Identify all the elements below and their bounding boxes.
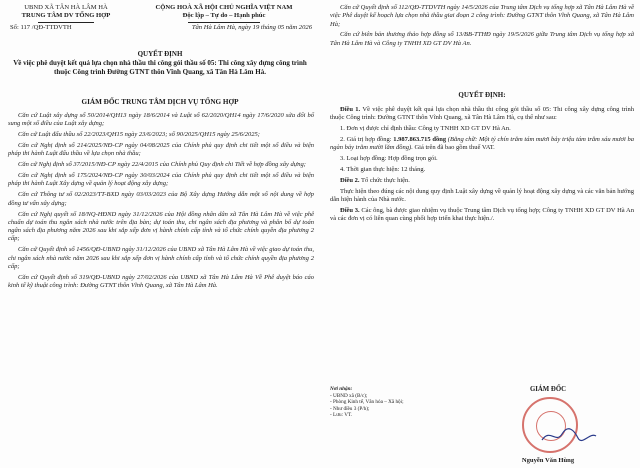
issue-date: Tân Hà Lâm Hà, ngày 19 tháng 05 năm 2026	[191, 23, 312, 31]
national-motto: Độc lập – Tự do – Hạnh phúc	[182, 12, 266, 20]
legal-basis: Căn cứ Quyết định số 1456/QĐ-UBND ngày 31/12/2026 của UBND xã Tân Hà Lâm Hà về việc giao dự toán thu, chi ngân sách nhà nước năm 2026 sau khi sắp xếp đơn vị hành chính cấp tỉnh và tổ chức chính quyền địa phương 2 cấp;	[8, 246, 314, 270]
article-3-text: Các ông, bà được giao nhiệm vụ thuộc Trung tâm Dịch vụ tổng hợp; Công ty TNHH XD GT DV Hà An và các đơn vị có liên quan cùng phối hợp triển khai thực hiện./.	[330, 207, 634, 223]
legal-basis: Căn cứ Luật xây dựng số 50/2014/QH13 ngày 18/6/2014 và Luật số 62/2020/QH14 ngày 17/6/2020 sửa đổi bổ sung một số điều của Luật xây dựng;	[8, 112, 314, 128]
national-header	[132, 4, 316, 32]
contract-value: 1.987.863.715 đồng	[393, 136, 447, 144]
legal-basis: Căn cứ Quyết định số 112/QĐ-TTDVTH ngày 14/5/2026 của Trung tâm Dịch vụ tổng hợp xã Tân Hà Lâm Hà về việc Phê duyệt kế hoạch lựa chọn nhà thầu giai đoạn 2 công trình: Đường GTNT thôn Vĩnh Quang, xã Tân Hà Lâm Hà;	[330, 4, 634, 28]
article-2-body: Thực hiện theo đúng các nội dung quy định Luật xây dựng về quản lý hoạt động xây dựng và các văn bản hướng dẫn hiện hành của Nhà nước.	[330, 187, 634, 204]
recipient-item: - Phòng Kinh tế, Văn hóa – Xã hội;	[330, 399, 404, 406]
legal-basis: Căn cứ Luật đấu thầu số 22/2023/QH15 ngày 23/6/2023; số 90/2025/QH15 ngày 25/6/2025;	[18, 131, 260, 139]
article-1-item-3: 3. Loại hợp đồng: Hợp đồng trọn gói.	[340, 155, 438, 163]
contract-value-words: (Bằng chữ: Một tỷ chín trăm tám mươi bảy triệu tám trăm sáu mươi ba ngàn bảy trăm mười lăm đồng).	[330, 136, 634, 152]
org-underline	[38, 22, 94, 23]
article-2-text: Tổ chức thực hiện.	[359, 177, 410, 185]
org-name: TRUNG TÂM DV TỔNG HỢP	[21, 12, 111, 20]
handwritten-signature	[540, 426, 598, 446]
legal-basis: Căn cứ Quyết định số 319/QĐ-UBND ngày 27/02/2026 của UBND xã Tân Hà Lâm Hà Về Phê duyệt báo cáo kinh tế kỹ thuật công trình: Đường GTNT thôn Vĩnh Quang, xã Tân Hà Lâm Hà.	[8, 273, 314, 290]
legal-basis: Căn cứ Thông tư số 02/2023/TT-BXD ngày 03/03/2023 của Bộ Xây dựng Hướng dẫn một số nội dung về hợp đồng tư vấn xây dựng;	[8, 191, 314, 207]
article-2-label: Điều 2.	[340, 177, 360, 185]
nation-name: CỘNG HOÀ XÃ HỘI CHỦ NGHĨA VIỆT NAM	[155, 4, 293, 11]
article-3-label: Điều 3.	[340, 207, 360, 215]
decision-heading: QUYẾT ĐỊNH:	[458, 91, 506, 99]
article-1	[330, 106, 634, 123]
legal-basis: Căn cứ Nghị định số 175/2024/NĐ-CP ngày 30/03/2024 của Chính phủ quy định chi tiết một số điều và biện pháp thi hành Luật Xây dựng về quản lý hoạt động xây dựng;	[8, 172, 314, 188]
document-type: QUYẾT ĐỊNH	[137, 50, 183, 58]
article-3	[330, 207, 634, 224]
document-subject: Về việc phê duyệt kết quả lựa chọn nhà thầu thi công gói thầu số 05: Thi công xây dựng công trình thuộc Công trình Đường GTNT thôn Vĩnh Quang, xã Tân Hà Lâm Hà.	[13, 58, 307, 76]
legal-bases-left	[8, 112, 314, 293]
decision-articles	[330, 106, 634, 226]
legal-basis: Căn cứ Nghị quyết số 18/NQ-HĐND ngày 31/12/2026 của Hội đồng nhân dân xã Tân Hà Lâm Hà về việc phê chuẩn dự toán thu ngân sách nhà nước trên địa bàn; dự toán thu, chi ngân sách địa phương và phân bổ dự toán ngân sách địa phương năm 2026 sau khi sắp xếp đơn vị hành chính cấp tỉnh và tổ chức chính quyền địa phương 2 cấp;	[8, 210, 314, 243]
org-parent-name: UBND XÃ TÂN HÀ LÂM HÀ	[24, 4, 108, 11]
article-2	[330, 177, 634, 185]
issuer-heading: GIÁM ĐỐC TRUNG TÂM DỊCH VỤ TỔNG HỢP	[81, 98, 239, 106]
legal-basis: Căn cứ Nghị định số 214/2025/NĐ-CP ngày 04/08/2025 của Chính phủ quy định chi tiết một số điều và biện pháp thi hành Luật đấu thầu về lựa chọn nhà thầu;	[8, 142, 314, 158]
article-1-item-4: 4. Thời gian thực hiện: 12 tháng.	[340, 166, 426, 174]
signer-name: Nguyễn Văn Hùng	[521, 457, 575, 464]
document-number: Số: 117 /QĐ-TTDVTH	[10, 23, 72, 31]
signature-block	[478, 386, 618, 464]
recipient-item: - UBND xã (B/c);	[330, 392, 368, 399]
recipient-item: - Lưu: VT.	[330, 412, 353, 419]
signer-role: GIÁM ĐỐC	[529, 386, 567, 393]
contract-value-label: 2. Giá trị hợp đồng:	[340, 136, 394, 144]
article-1-item-1: 1. Đơn vị được chỉ định thầu: Công ty TNHH XD GT DV Hà An.	[340, 125, 511, 133]
recipients-list	[330, 386, 470, 419]
article-1-text: Về việc phê duyệt kết quả lựa chọn nhà thầu thi công gói thầu số 05: Thi công xây dựng công trình thuộc Công trình: Đường GTNT thôn Vĩnh Quang, xã Tân Hà Lâm Hà, cụ thể như sau:	[330, 106, 634, 122]
issuing-organization-header	[6, 4, 126, 32]
article-1-label: Điều 1.	[340, 106, 361, 113]
motto-underline	[188, 22, 260, 23]
article-1-item-2	[330, 136, 634, 153]
contract-value-vat: Giá trên đã bao gồm thuế VAT.	[412, 144, 495, 152]
legal-bases-right	[330, 4, 634, 51]
recipient-item: - Như điều 3 (P/h);	[330, 405, 370, 412]
legal-basis: Căn cứ Nghị định số 37/2015/NĐ-CP ngày 22/4/2015 của Chính phủ Quy định chi Tiết về hợp đồng xây dựng;	[18, 161, 306, 169]
legal-basis: Căn cứ biên bản thương thảo hợp đồng số 13/BB-TTHĐ ngày 19/5/2026 giữa Trung tâm Dịch vụ tổng hợp xã Tân Hà Lâm Hà và Công ty TNHH XD GT DV Hà An.	[330, 31, 634, 47]
recipients-heading: Nơi nhận:	[330, 386, 353, 392]
document-title	[4, 50, 316, 76]
